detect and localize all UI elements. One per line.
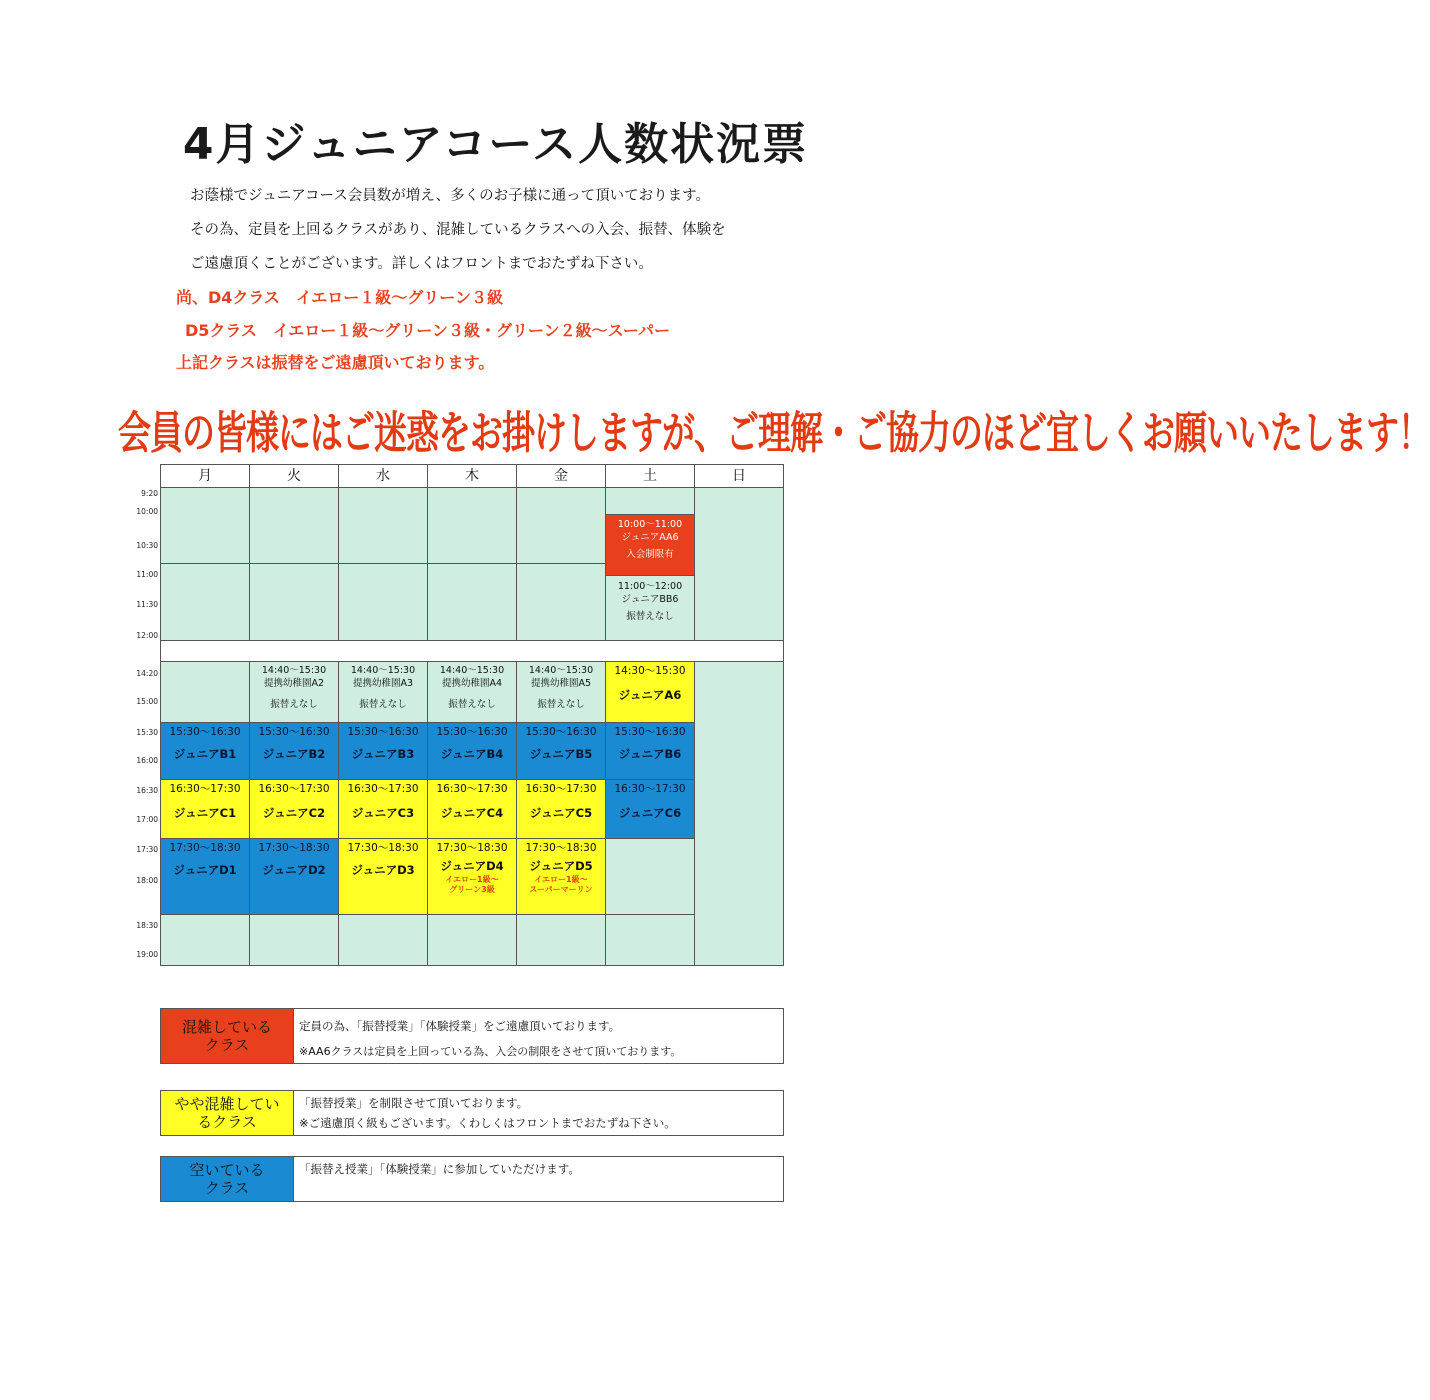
class-time: 17:30～18:30	[525, 842, 597, 854]
day-header-fri: 金	[516, 464, 606, 488]
class-block-b5[interactable]	[516, 722, 606, 780]
time-label: 10:30	[136, 541, 158, 550]
class-note: 入会制限有	[626, 549, 674, 560]
legend-label-text: 混雑している クラス	[181, 1018, 272, 1054]
time-label: 16:00	[136, 756, 158, 765]
time-label: 18:00	[136, 876, 158, 885]
class-block-a4[interactable]	[427, 661, 517, 723]
class-block-b3[interactable]	[338, 722, 428, 780]
legend-somewhat-crowded	[160, 1090, 784, 1136]
class-block-c6[interactable]	[605, 779, 695, 839]
class-time: 16:30～17:30	[347, 783, 419, 795]
class-time: 16:30～17:30	[436, 783, 508, 795]
class-name: ジュニアC4	[440, 806, 504, 820]
class-name: ジュニアBB6	[621, 594, 679, 605]
empty-cell	[516, 487, 606, 564]
legend-label	[161, 1009, 294, 1063]
class-block-b4[interactable]	[427, 722, 517, 780]
empty-cell	[605, 487, 695, 515]
time-label: 15:30	[136, 728, 158, 737]
class-time: 14:40～15:30	[528, 665, 594, 676]
class-time: 15:30～16:30	[614, 726, 686, 738]
time-label: 14:20	[136, 669, 158, 678]
day-header-mon: 月	[160, 464, 250, 488]
class-name: 提携幼稚園A5	[530, 678, 592, 689]
day-header-sun: 日	[694, 464, 784, 488]
time-label: 17:30	[136, 845, 158, 854]
class-name: ジュニアB6	[618, 747, 682, 761]
class-time: 15:30～16:30	[436, 726, 508, 738]
empty-cell	[605, 838, 695, 915]
class-block-b6[interactable]	[605, 722, 695, 780]
time-label: 16:30	[136, 786, 158, 795]
empty-cell	[160, 563, 250, 641]
class-name: ジュニアC1	[173, 806, 237, 820]
day-header-thu: 木	[427, 464, 517, 488]
class-block-c4[interactable]	[427, 779, 517, 839]
class-level-note: イエロー1級～	[445, 875, 499, 884]
banner-text: 会員の皆様にはご迷惑をお掛けしますが、ご理解・ご協力のほど宜しくお願いいたします！	[118, 406, 1430, 459]
legend-line: 「振替授業」を制限させて頂いております。	[299, 1096, 529, 1110]
class-name: ジュニアB3	[351, 747, 415, 761]
class-name: ジュニアAA6	[621, 532, 679, 543]
class-block-bb6[interactable]	[605, 575, 695, 641]
intro-line-1: お蔭様でジュニアコース会員数が増え、多くのお子様に通って頂いております。	[190, 188, 710, 204]
empty-cell	[427, 487, 517, 564]
empty-cell	[249, 563, 339, 641]
time-label: 17:00	[136, 815, 158, 824]
class-name: ジュニアC3	[351, 806, 415, 820]
class-name: ジュニアC5	[529, 806, 593, 820]
empty-cell	[427, 563, 517, 641]
class-time: 17:30～18:30	[258, 842, 330, 854]
empty-cell	[160, 914, 250, 966]
class-block-a5[interactable]	[516, 661, 606, 723]
class-block-c1[interactable]	[160, 779, 250, 839]
class-name: ジュニアB2	[262, 747, 326, 761]
class-name: ジュニアD3	[351, 863, 415, 877]
time-label: 19:00	[136, 950, 158, 959]
class-time: 17:30～18:30	[169, 842, 241, 854]
notice-line-2: D5クラス イエロー１級～グリーン３級・グリーン２級～スーパー	[185, 321, 671, 340]
class-note: 振替えなし	[270, 699, 318, 710]
class-level-note: イエロー1級～	[534, 875, 588, 884]
class-time: 11:00～12:00	[617, 581, 683, 592]
class-time: 15:30～16:30	[258, 726, 330, 738]
class-block-b1[interactable]	[160, 722, 250, 780]
legend-label-text: 空いている クラス	[189, 1161, 265, 1197]
notice-line-3: 上記クラスは振替をご遠慮頂いております。	[176, 353, 495, 372]
legend-crowded	[160, 1008, 784, 1064]
class-time: 16:30～17:30	[258, 783, 330, 795]
time-label: 18:30	[136, 921, 158, 930]
class-name: ジュニアD4	[440, 859, 504, 873]
empty-cell	[249, 914, 339, 966]
time-label: 11:00	[136, 570, 158, 579]
empty-cell	[516, 563, 606, 641]
legend-line: 定員の為、「振替授業」「体験授業」をご遠慮頂いております。	[299, 1019, 621, 1033]
class-block-b2[interactable]	[249, 722, 339, 780]
class-name: ジュニアB1	[173, 747, 237, 761]
empty-cell	[338, 914, 428, 966]
class-time: 16:30～17:30	[169, 783, 241, 795]
class-block-c2[interactable]	[249, 779, 339, 839]
class-name: ジュニアB4	[440, 747, 504, 761]
class-name: ジュニアD2	[262, 863, 326, 877]
class-time: 14:40～15:30	[439, 665, 505, 676]
intro-line-3: ご遠慮頂くことがございます。詳しくはフロントまでおたずね下さい。	[190, 256, 653, 272]
class-time: 15:30～16:30	[169, 726, 241, 738]
class-block-c3[interactable]	[338, 779, 428, 839]
class-block-d4[interactable]	[427, 838, 517, 915]
class-name: ジュニアA6	[618, 688, 682, 702]
day-header-wed: 水	[338, 464, 428, 488]
legend-label	[161, 1091, 294, 1135]
empty-cell	[160, 661, 250, 723]
class-time: 17:30～18:30	[347, 842, 419, 854]
class-block-a2[interactable]	[249, 661, 339, 723]
intro-line-2: その為、定員を上回るクラスがあり、混雑しているクラスへの入会、振替、体験を	[190, 222, 726, 238]
break-row	[160, 640, 784, 662]
class-name: 提携幼稚園A2	[263, 678, 325, 689]
empty-cell	[427, 914, 517, 966]
empty-cell	[338, 487, 428, 564]
class-block-a6[interactable]	[605, 661, 695, 723]
notice-line-1: 尚、D4クラス イエロー１級～グリーン３級	[176, 288, 503, 307]
empty-cell	[694, 487, 784, 641]
class-name: 提携幼稚園A4	[441, 678, 503, 689]
page-title: 4月ジュニアコース人数状況票	[182, 119, 809, 170]
class-block-c5[interactable]	[516, 779, 606, 839]
legend-label-text: やや混雑してい るクラス	[174, 1095, 280, 1131]
class-note: 振替えなし	[537, 699, 585, 710]
empty-cell	[160, 487, 250, 564]
class-level-note: スーパーマーリン	[529, 885, 593, 894]
empty-cell	[516, 914, 606, 966]
day-header-tue: 火	[249, 464, 339, 488]
class-block-d1[interactable]	[160, 838, 250, 915]
legend-label	[161, 1157, 294, 1201]
class-block-d2[interactable]	[249, 838, 339, 915]
empty-cell	[249, 487, 339, 564]
class-block-d3[interactable]	[338, 838, 428, 915]
class-note: 振替えなし	[359, 699, 407, 710]
class-time: 14:30～15:30	[614, 665, 686, 677]
class-time: 15:30～16:30	[347, 726, 419, 738]
empty-cell	[694, 661, 784, 966]
class-name: ジュニアB5	[529, 747, 593, 761]
empty-cell	[338, 563, 428, 641]
class-level-note: グリーン3級	[449, 885, 495, 894]
class-note: 振替えなし	[448, 699, 496, 710]
class-name: ジュニアC2	[262, 806, 326, 820]
time-label: 9:20	[141, 489, 158, 498]
day-header-sat: 土	[605, 464, 695, 488]
class-time: 14:40～15:30	[350, 665, 416, 676]
legend-line: 「振替え授業」「体験授業」に参加していただけます。	[299, 1162, 580, 1176]
time-label: 10:00	[136, 507, 158, 516]
class-time: 14:40～15:30	[261, 665, 327, 676]
class-time: 16:30～17:30	[614, 783, 686, 795]
legend-line: ※ご遠慮頂く級もございます。くわしくはフロントまでおたずね下さい。	[299, 1116, 676, 1130]
class-time: 10:00～11:00	[617, 519, 683, 530]
time-label: 15:00	[136, 697, 158, 706]
class-block-aa6[interactable]	[605, 514, 695, 576]
class-block-d5[interactable]	[516, 838, 606, 915]
class-name: ジュニアD1	[173, 863, 237, 877]
class-name: ジュニアC6	[618, 806, 682, 820]
class-time: 17:30～18:30	[436, 842, 508, 854]
class-name: ジュニアD5	[529, 859, 593, 873]
class-name: 提携幼稚園A3	[352, 678, 414, 689]
class-note: 振替えなし	[626, 611, 674, 622]
class-time: 15:30～16:30	[525, 726, 597, 738]
legend-line: ※AA6クラスは定員を上回っている為、入会の制限をさせて頂いております。	[299, 1045, 682, 1058]
empty-cell	[605, 914, 695, 966]
class-time: 16:30～17:30	[525, 783, 597, 795]
time-label: 11:30	[136, 600, 158, 609]
notice-banner	[118, 398, 1430, 459]
time-label: 12:00	[136, 631, 158, 640]
class-block-a3[interactable]	[338, 661, 428, 723]
legend-available	[160, 1156, 784, 1202]
